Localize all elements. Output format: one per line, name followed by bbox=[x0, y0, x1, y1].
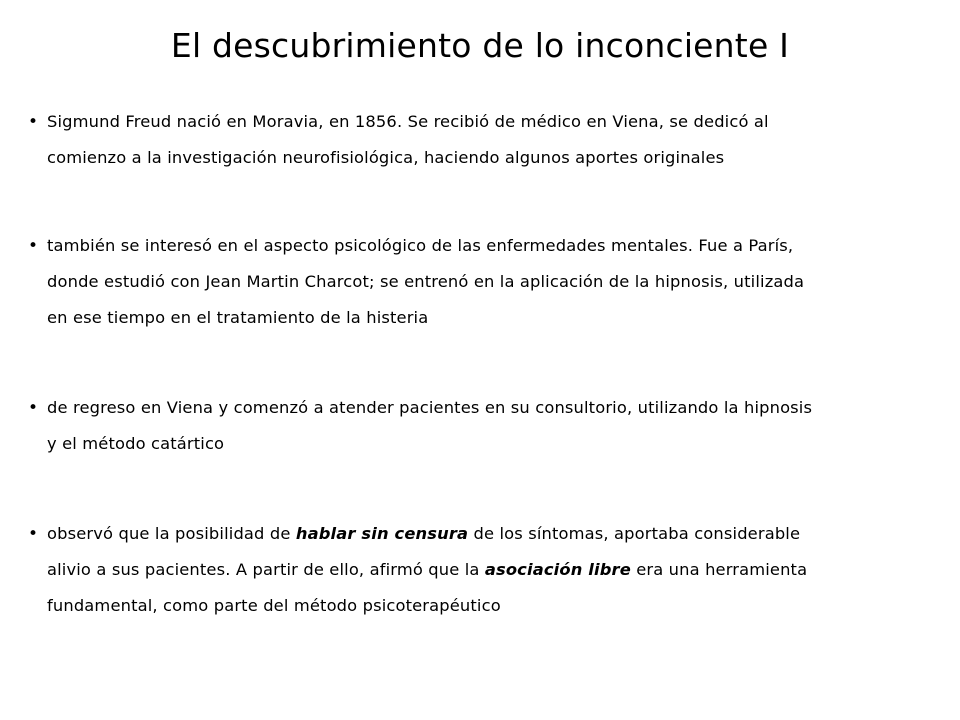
bullet-marker: • bbox=[28, 236, 39, 256]
bullet-line bbox=[47, 552, 947, 588]
emphasis-asociacion-libre: asociación libre bbox=[484, 560, 631, 579]
bullet-line: de regreso en Viena y comenzó a atender pacientes en su consultorio, utilizando la hipnosis bbox=[47, 398, 813, 417]
bullet-marker: • bbox=[28, 524, 39, 544]
bullet-marker: • bbox=[28, 112, 39, 132]
bullet-text bbox=[47, 390, 947, 462]
bullet-line: fundamental, como parte del método psicoterapéutico bbox=[47, 596, 501, 615]
bullet-marker: • bbox=[28, 398, 39, 418]
bullet-line: también se interesó en el aspecto psicológico de las enfermedades mentales. Fue a París, bbox=[47, 236, 794, 255]
bullet-line: donde estudió con Jean Martin Charcot; se entrenó en la aplicación de la hipnosis, utilizada bbox=[47, 272, 805, 291]
text-run: de los síntomas, aportaba considerable bbox=[468, 524, 801, 543]
bullet-line: comienzo a la investigación neurofisiológica, haciendo algunos aportes originales bbox=[47, 148, 725, 167]
bullet-line: en ese tiempo en el tratamiento de la histeria bbox=[47, 308, 429, 327]
bullet-text bbox=[47, 516, 947, 624]
text-run: era una herramienta bbox=[630, 560, 808, 579]
bullet-text bbox=[47, 104, 947, 176]
bullet-line: Sigmund Freud nació en Moravia, en 1856. Se recibió de médico en Viena, se dedicó al bbox=[47, 112, 769, 131]
bullet-line bbox=[47, 516, 947, 552]
text-run: observó que la posibilidad de bbox=[47, 524, 296, 543]
text-run: alivio a sus pacientes. A partir de ello, afirmó que la bbox=[47, 560, 485, 579]
bullet-line: y el método catártico bbox=[47, 434, 225, 453]
slide-title: El descubrimiento de lo inconciente I bbox=[170, 26, 790, 65]
bullet-text bbox=[47, 228, 947, 336]
emphasis-hablar-sin-censura: hablar sin censura bbox=[295, 524, 469, 543]
